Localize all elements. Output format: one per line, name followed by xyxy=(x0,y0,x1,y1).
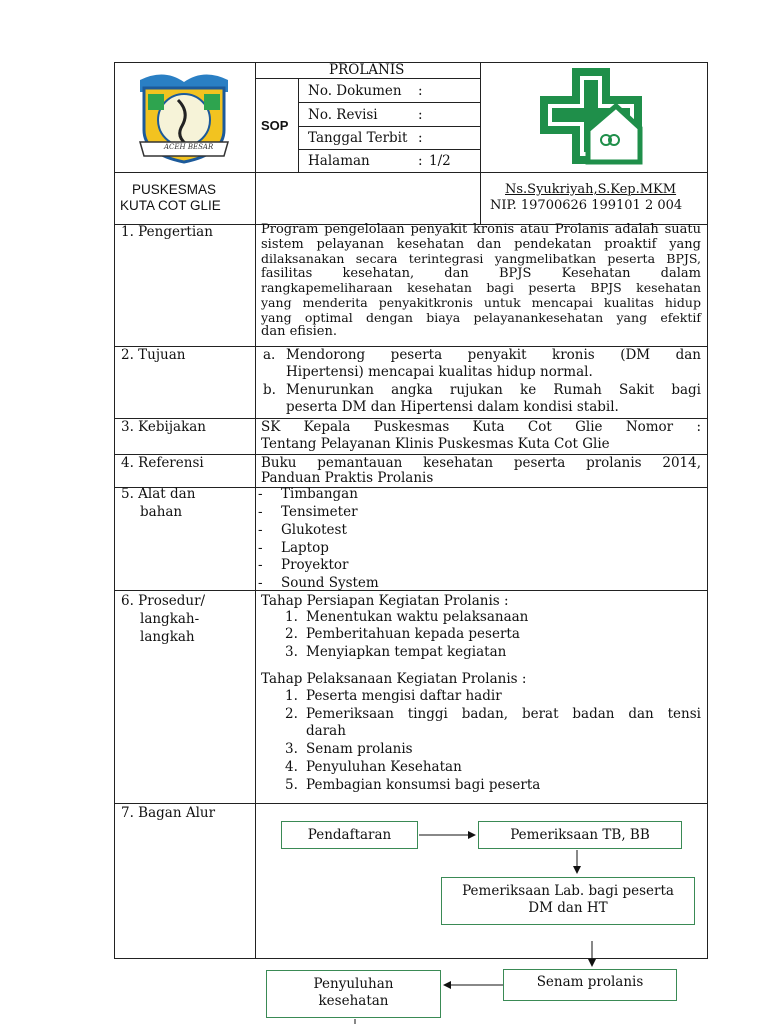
referensi-line: Buku pemantauan kesehatan peserta prolanis 2014, xyxy=(261,455,701,471)
list-number: 1. xyxy=(285,688,298,704)
pelaksanaan-item: Pemeriksaan tinggi badan, berat badan dan tensi xyxy=(306,706,701,722)
signer-nip: NIP. 19700626 199101 2 004 xyxy=(490,198,683,213)
flow-step-pendaftaran xyxy=(281,821,418,849)
pelaksanaan-item: Pembagian konsumsi bagi peserta xyxy=(306,777,541,793)
field-tanggal-sep: : xyxy=(418,130,423,146)
field-no-dokumen-sep: : xyxy=(418,83,423,99)
alat-item: Proyektor xyxy=(281,557,349,573)
org-name-line2: KUTA COT GLIE xyxy=(120,198,221,213)
field-no-revisi-sep: : xyxy=(418,107,423,123)
section-referensi-label: 4. Referensi xyxy=(121,455,204,471)
alat-item: Glukotest xyxy=(281,522,347,538)
tujuan-item-line: peserta DM dan Hipertensi dalam kondisi stabil. xyxy=(286,399,619,415)
pengertian-line: fasilitas kesehatan, dan BPJS Kesehatan dalam xyxy=(261,265,701,281)
field-halaman-sep: : xyxy=(418,153,423,169)
persiapan-item: Menentukan waktu pelaksanaan xyxy=(306,609,529,625)
field-no-dokumen-label: No. Dokumen xyxy=(308,83,402,99)
flow-step-label: Senam prolanis xyxy=(536,974,644,990)
list-number: 5. xyxy=(285,777,298,793)
pelaksanaan-title: Tahap Pelaksanaan Kegiatan Prolanis : xyxy=(261,671,527,687)
seal-banner-text: ACEH BESAR xyxy=(164,143,214,151)
flow-step-label: Pemeriksaan Lab. bagi peserta xyxy=(462,883,674,899)
section-kebijakan-label: 3. Kebijakan xyxy=(121,419,207,435)
sop-label: SOP xyxy=(261,118,289,133)
section-pengertian-label: 1. Pengertian xyxy=(121,224,213,240)
section-tujuan-label: 2. Tujuan xyxy=(121,347,186,363)
pengertian-line: yang menderita penyakitkronis untuk mencapai kualitas hidup xyxy=(261,294,701,310)
pengertian-line: sistem pelayanan kesehatan dan pendekatan proaktif yang xyxy=(261,236,701,252)
persiapan-item: Pemberitahuan kepada peserta xyxy=(306,626,520,642)
persiapan-title: Tahap Persiapan Kegiatan Prolanis : xyxy=(261,593,509,609)
flow-step-label: Penyuluhan xyxy=(313,976,394,992)
referensi-line: Panduan Praktis Prolanis xyxy=(261,470,434,486)
section-alat-label: 5. Alat dan xyxy=(121,486,196,502)
alat-item: Sound System xyxy=(281,575,379,591)
flow-step-label: Pemeriksaan TB, BB xyxy=(510,827,650,843)
alat-item: Tensimeter xyxy=(281,504,358,520)
section-prosedur-label: 6. Prosedur/ xyxy=(121,593,206,609)
tujuan-marker: a. xyxy=(263,347,276,363)
kebijakan-line: Tentang Pelayanan Klinis Puskesmas Kuta Cot Glie xyxy=(261,436,610,452)
kebijakan-line: SK Kepala Puskesmas Kuta Cot Glie Nomor : xyxy=(261,419,701,435)
pengertian-line: yang optimal dengan biaya pelayanankesehatan yang efektif xyxy=(261,309,701,325)
org-name-line1: PUSKESMAS xyxy=(132,182,217,197)
alat-item: Timbangan xyxy=(281,486,358,502)
pengertian-line: dan efisien. xyxy=(261,324,337,340)
tujuan-marker: b. xyxy=(263,382,276,398)
section-prosedur-label-cont: langkah- xyxy=(140,611,200,627)
flow-step-label: kesehatan xyxy=(318,993,389,1009)
flow-step-penyuluhan xyxy=(266,970,441,1018)
tujuan-item-line: Mendorong peserta penyakit kronis (DM dan xyxy=(286,347,701,363)
list-number: 4. xyxy=(285,759,298,775)
flow-step-pemeriksaan-lab xyxy=(441,877,695,925)
bullet-dash: - xyxy=(258,540,263,556)
list-number: 1. xyxy=(285,609,298,625)
pelaksanaan-item-cont: darah xyxy=(306,723,346,739)
list-number: 3. xyxy=(285,644,298,660)
field-halaman-value: 1/2 xyxy=(429,153,451,169)
puskesmas-logo xyxy=(536,66,646,166)
flow-step-label: Pendaftaran xyxy=(307,827,392,843)
pengertian-text xyxy=(261,223,701,340)
pengertian-line: dilaksanakan secara terintegrasi yangmelibatkan peserta BPJS, xyxy=(261,251,701,267)
list-number: 2. xyxy=(285,706,298,722)
flow-step-label: DM dan HT xyxy=(528,900,608,916)
flow-step-pemeriksaan-tb-bb xyxy=(478,821,682,849)
alat-item: Laptop xyxy=(281,540,329,556)
field-halaman-label: Halaman xyxy=(308,153,370,169)
pelaksanaan-item: Senam prolanis xyxy=(306,741,413,757)
list-number: 3. xyxy=(285,741,298,757)
pelaksanaan-item: Peserta mengisi daftar hadir xyxy=(306,688,502,704)
bullet-dash: - xyxy=(258,557,263,573)
persiapan-item: Menyiapkan tempat kegiatan xyxy=(306,644,507,660)
list-number: 2. xyxy=(285,626,298,642)
bullet-dash: - xyxy=(258,486,263,502)
bullet-dash: - xyxy=(258,522,263,538)
pelaksanaan-item: Penyuluhan Kesehatan xyxy=(306,759,462,775)
section-bagan-label: 7. Bagan Alur xyxy=(121,805,216,821)
pengertian-line: Program pengelolaan penyakit kronis atau Prolanis adalah suatu xyxy=(261,222,701,237)
tujuan-item-line: Menurunkan angka rujukan ke Rumah Sakit bagi xyxy=(286,382,701,398)
section-alat-label-cont: bahan xyxy=(140,504,183,520)
section-prosedur-label-cont: langkah xyxy=(140,629,195,645)
bullet-dash: - xyxy=(258,575,263,591)
bullet-dash: - xyxy=(258,504,263,520)
document-title: PROLANIS xyxy=(329,62,405,78)
tujuan-item-line: Hipertensi) mencapai kualitas hidup normal. xyxy=(286,364,593,380)
regency-seal-logo xyxy=(134,70,234,168)
flow-step-senam-prolanis xyxy=(503,969,677,1001)
signer-name: Ns.Syukriyah,S.Kep.MKM xyxy=(505,182,677,197)
field-no-revisi-label: No. Revisi xyxy=(308,107,378,123)
pengertian-line: rangkapemeliharaan kesehatan bagi peserta BPJS kesehatan xyxy=(261,280,701,296)
field-tanggal-label: Tanggal Terbit xyxy=(308,130,408,146)
